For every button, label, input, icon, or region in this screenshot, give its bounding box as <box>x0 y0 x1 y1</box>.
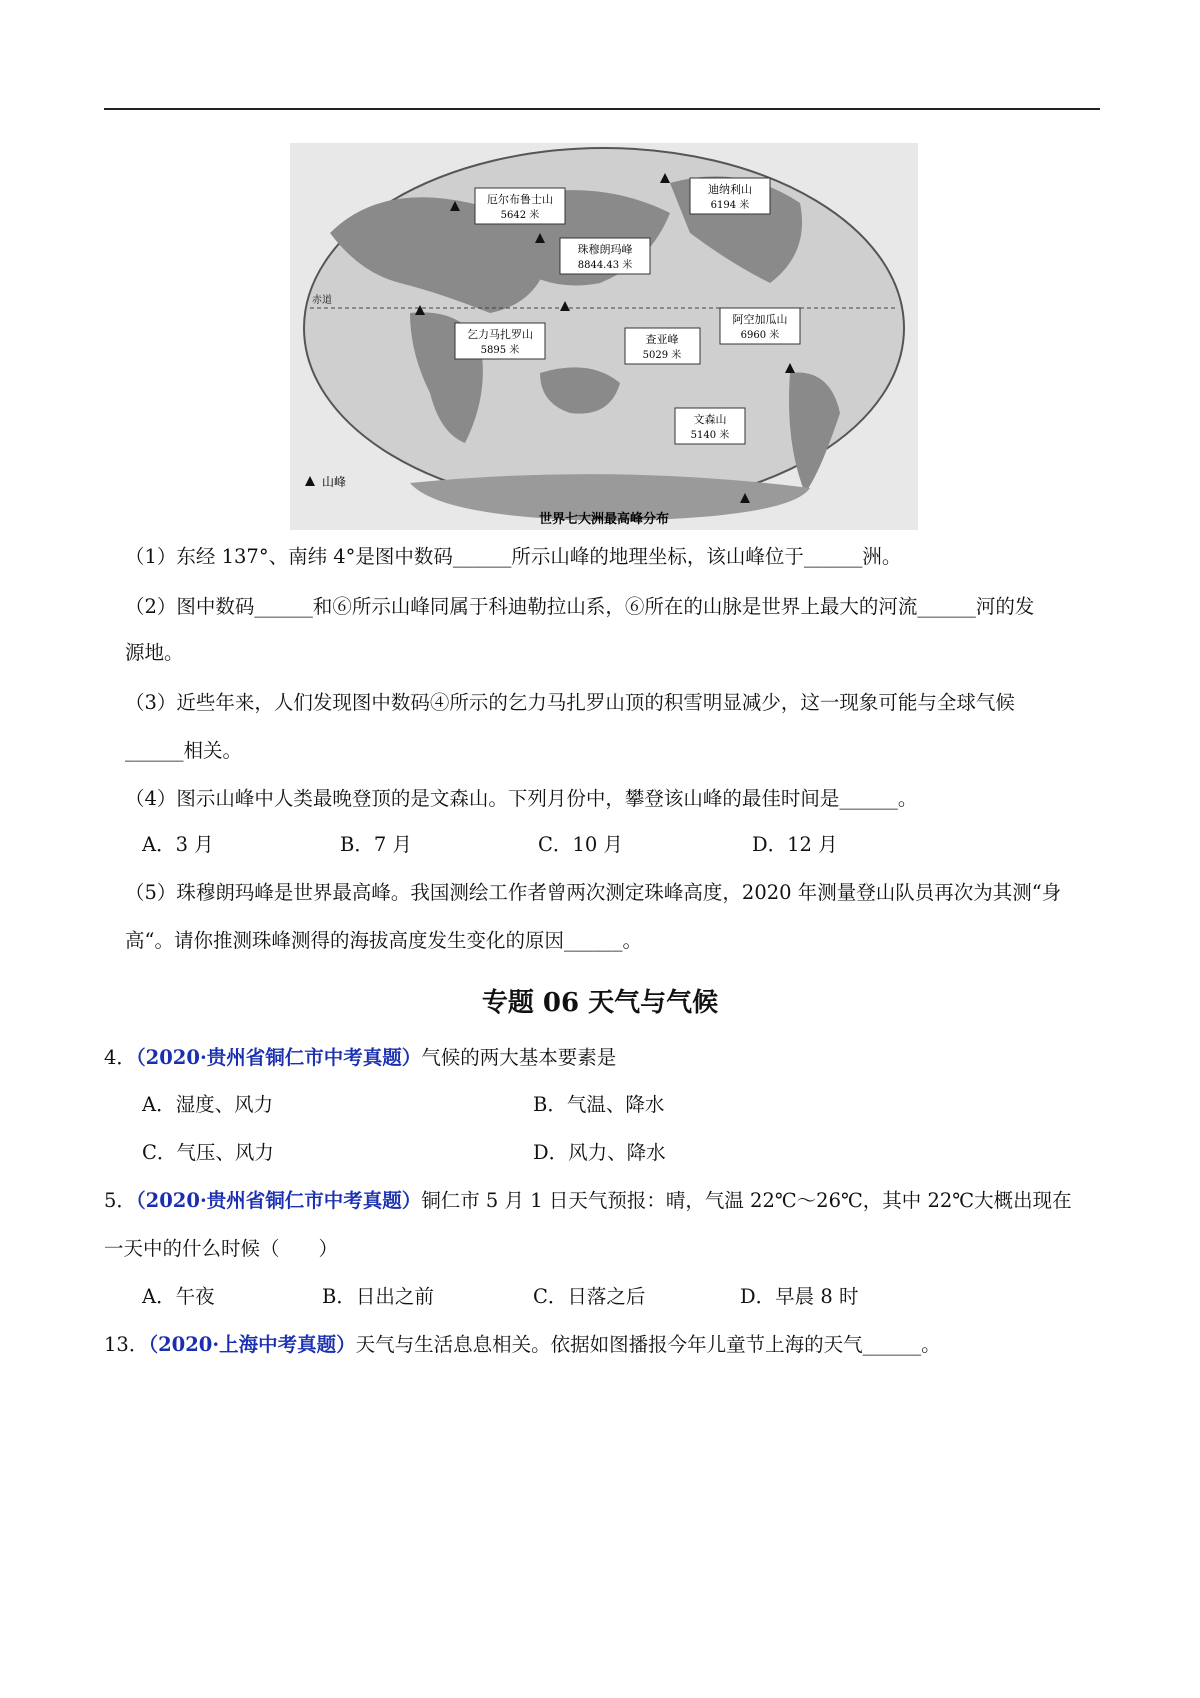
peak-label-puncak-jaya <box>625 328 700 364</box>
item-4-option-d: D．风力、降水 <box>533 1141 666 1164</box>
q4-option-d: D．12 月 <box>752 833 838 856</box>
q4-option-c: C．10 月 <box>538 833 623 856</box>
peak-label-everest <box>560 238 650 274</box>
item-5-stem-line2: 一天中的什么时候（ ） <box>104 1237 339 1260</box>
q4-option-a: A．3 月 <box>142 833 214 856</box>
item-4-option-c: C．气压、风力 <box>142 1141 274 1164</box>
peak-label-denali <box>690 178 770 214</box>
item-5-option-b: B．日出之前 <box>322 1285 434 1308</box>
svg-text:6194 米: 6194 米 <box>710 200 750 211</box>
svg-text:查亚峰: 查亚峰 <box>645 333 679 346</box>
equator-label: 赤道 <box>312 295 332 306</box>
peak-label-aconcagua <box>720 308 800 344</box>
item-5-option-a: A．午夜 <box>142 1285 215 1308</box>
peak-label-vinson <box>675 408 745 444</box>
item-4-option-b: B．气温、降水 <box>533 1093 665 1116</box>
question-4: （4）图示山峰中人类最晚登顶的是文森山。下列月份中，攀登该山峰的最佳时间是______。 <box>125 787 918 810</box>
item-5-source: （2020·贵州省铜仁市中考真题） <box>135 1189 422 1212</box>
svg-text:5140 米: 5140 米 <box>690 430 730 441</box>
question-5-line1: （5）珠穆朗玛峰是世界最高峰。我国测绘工作者曾两次测定珠峰高度，2020 年测量登山队员再次为其测“身 <box>125 881 1062 904</box>
question-3-line2: ______相关。 <box>125 739 243 762</box>
svg-text:阿空加瓜山: 阿空加瓜山 <box>732 313 788 326</box>
svg-text:5895 米: 5895 米 <box>480 345 520 356</box>
item-4-stem: 4．（2020·贵州省铜仁市中考真题）气候的两大基本要素是 <box>104 1046 617 1069</box>
item-5-option-d: D．早晨 8 时 <box>740 1285 859 1308</box>
peak-label-kilimanjaro <box>455 323 545 359</box>
header-rule <box>104 108 1100 110</box>
map-title: 世界七大洲最高峰分布 <box>538 512 670 527</box>
item-4-source: （2020·贵州省铜仁市中考真题） <box>135 1046 422 1069</box>
question-2-line1: （2）图中数码______和⑥所示山峰同属于科迪勒拉山系，⑥所在的山脉是世界上最大的河流______河的发 <box>125 595 1035 618</box>
svg-text:乞力马扎罗山: 乞力马扎罗山 <box>467 328 533 341</box>
item-5-stem: 5．（2020·贵州省铜仁市中考真题）铜仁市 5 月 1 日天气预报：晴，气温 22℃～26℃，其中 22℃大概出现在 <box>104 1189 1072 1212</box>
question-3-line1: （3）近些年来，人们发现图中数码④所示的乞力马扎罗山顶的积雪明显减少，这一现象可能与全球气候 <box>125 691 1015 714</box>
q4-option-b: B．7 月 <box>340 833 412 856</box>
svg-text:迪纳利山: 迪纳利山 <box>708 183 752 196</box>
item-5-option-c: C．日落之后 <box>533 1285 646 1308</box>
svg-text:5642 米: 5642 米 <box>500 210 540 221</box>
question-5-line2: 高“。请你推测珠峰测得的海拔高度发生变化的原因______。 <box>125 929 642 952</box>
svg-text:厄尔布鲁士山: 厄尔布鲁士山 <box>487 193 553 206</box>
item-13-stem: 13．（2020·上海中考真题）天气与生活息息相关。依据如图播报今年儿童节上海的天气______。 <box>104 1333 941 1356</box>
svg-text:8844.43 米: 8844.43 米 <box>577 260 633 271</box>
section-title: 专题 06 天气与气候 <box>481 988 719 1018</box>
question-2-line2: 源地。 <box>125 641 184 664</box>
world-peaks-map <box>290 143 918 530</box>
svg-text:文森山: 文森山 <box>693 413 727 426</box>
peak-label-elbrus <box>475 188 565 224</box>
svg-text:珠穆朗玛峰: 珠穆朗玛峰 <box>577 243 633 256</box>
svg-text:5029 米: 5029 米 <box>642 350 682 361</box>
item-13-source: （2020·上海中考真题） <box>148 1333 356 1356</box>
item-4-option-a: A．湿度、风力 <box>142 1093 274 1116</box>
legend-label: 山峰 <box>322 475 347 489</box>
question-1: （1）东经 137°、南纬 4°是图中数码______所示山峰的地理坐标，该山峰位于______洲。 <box>125 545 902 568</box>
svg-text:6960 米: 6960 米 <box>740 330 780 341</box>
